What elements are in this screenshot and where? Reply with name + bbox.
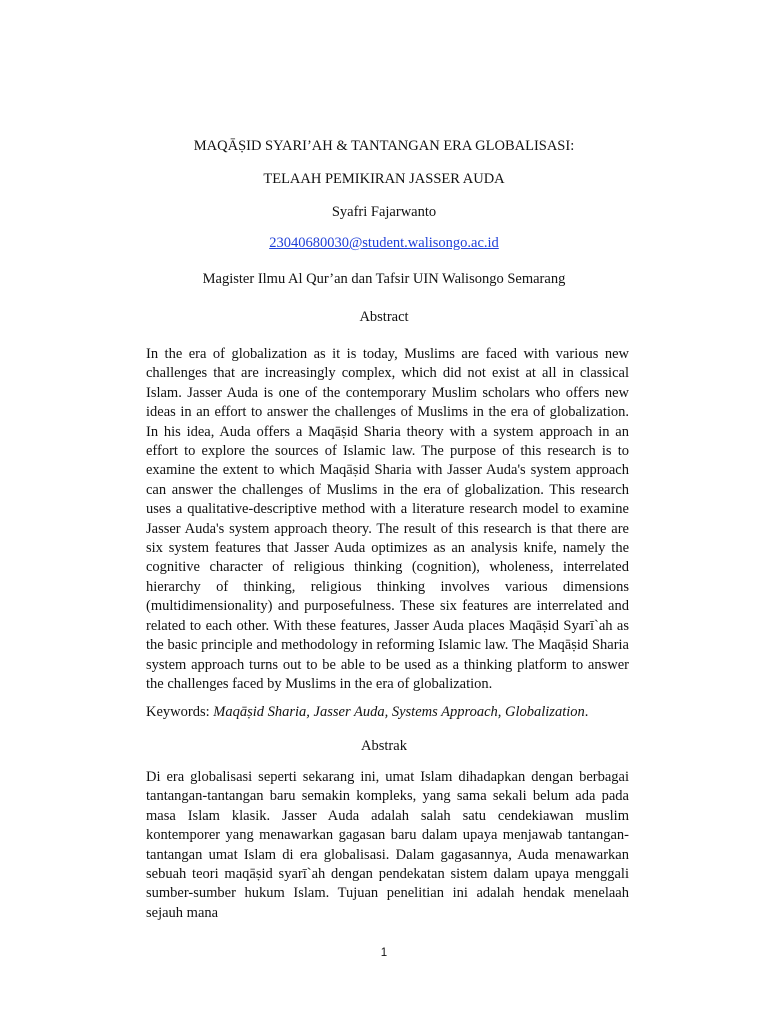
- abstrak-paragraph: Di era globalisasi seperti sekarang ini, umat Islam dihadapkan dengan berbagai tantangan-tantangan baru semakin kompleks, yang sama sekali belum ada pada masa Islam klasik. Jasser Auda adalah salah satu cendekiawan muslim kontemporer yang menawarkan gagasan baru dalam upaya menjawab tantangan-tantangan umat Islam di era globalisasi. Dalam gagasannya, Auda menawarkan sebuah teori maqāṣid syarī`ah dengan pendekatan sistem dalam upaya menggali sumber-sumber hukum Islam. Tujuan penelitian ini adalah hendak menelaah sejauh mana: [146, 769, 629, 921]
- keywords-line: [146, 703, 629, 722]
- keywords-list: Maqāṣid Sharia, Jasser Auda, Systems Approach, Globalization: [213, 704, 585, 720]
- keywords-period: .: [584, 704, 589, 720]
- author-email-line: [0, 233, 768, 253]
- paper-title-line-2: TELAAH PEMIKIRAN JASSER AUDA: [263, 171, 505, 187]
- abstract-paragraph: In the era of globalization as it is today, Muslims are faced with various new challenges that are increasingly complex, which did not exist at all in classical Islam. Jasser Auda is one of the contemporary Muslim scholars who offers new ideas in an effort to answer the challenges of Muslims in the era of globalization. In his idea, Auda offers a Maqāṣid Sharia theory with a system approach in an effort to explore the sources of Islamic law. The purpose of this research is to examine the extent to which Maqāṣid Sharia with Jasser Auda's system approach can answer the challenges of Muslims in the era of globalization. This research uses a qualitative-descriptive method with a literature research model to examine Jasser Auda's system approach theory. The result of this research is that there are six system features that Jasser Auda optimizes as an analysis knife, namely the cognitive character of religious thinking (cognition), wholeness, interrelated hierarchy of thinking, religious thinking involves various dimensions (multidimensionality) and purposefulness. These six features are interrelated and related to each other. With these features, Jasser Auda places Maqāṣid Syarī`ah as the basic principle and methodology in reforming Islamic law. The Maqāṣid Sharia system approach turns out to be able to be used as a thinking platform to answer the challenges faced by Muslims in the era of globalization.: [146, 346, 629, 692]
- page-number: 1: [380, 947, 388, 959]
- abstrak-heading: Abstrak: [361, 738, 407, 754]
- keywords-label: Keywords:: [146, 704, 214, 720]
- author-name: Syafri Fajarwanto: [331, 204, 437, 220]
- paper-title-line-1: MAQĀṢID SYARI’AH & TANTANGAN ERA GLOBALISASI:: [193, 138, 575, 154]
- author-email-link[interactable]: 23040680030@student.walisongo.ac.id: [269, 235, 499, 251]
- author-affiliation: Magister Ilmu Al Qur’an dan Tafsir UIN Walisongo Semarang: [202, 271, 566, 287]
- abstract-heading: Abstract: [359, 309, 409, 325]
